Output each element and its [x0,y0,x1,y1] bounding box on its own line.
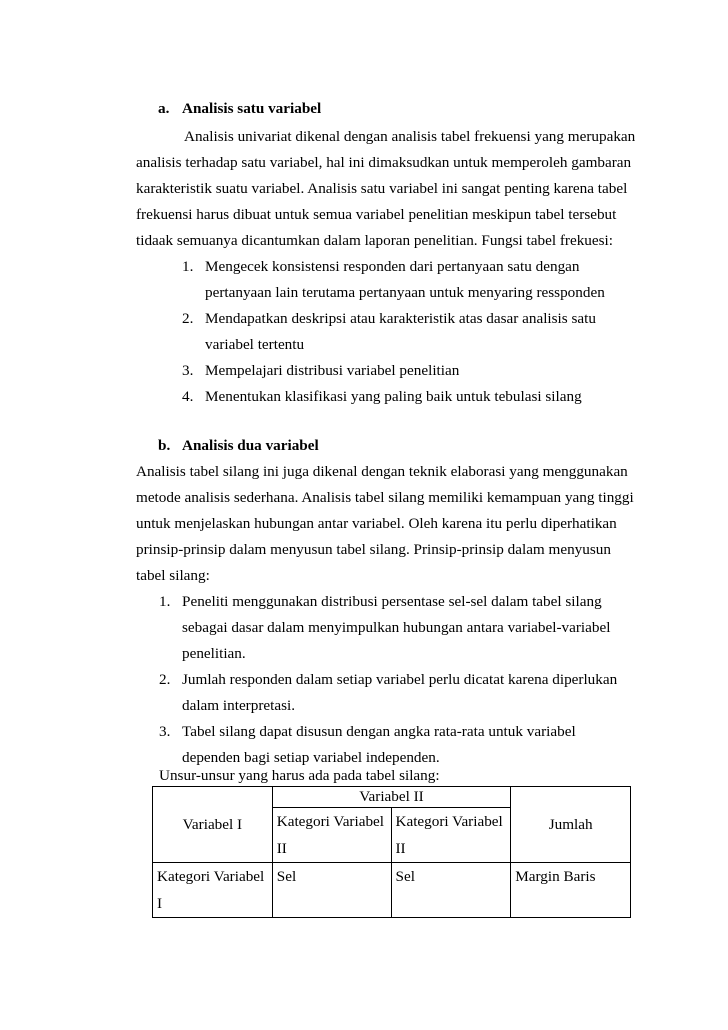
section-a-para-line: Analisis univariat dikenal dengan analisis tabel frekuensi yang merupakan [184,128,636,145]
section-b-para-line: metode analisis sederhana. Analisis tabel silang memiliki kemampuan yang tinggi [136,489,634,506]
section-b-letter: b. [158,437,171,454]
list-item-text: sebagai dasar dalam menyimpulkan hubungan antara variabel-variabel [182,619,611,636]
variabel-2-header: Variabel II [272,787,511,808]
cell-line: I [157,895,163,912]
list-item-text: Mempelajari distribusi variabel penelitian [205,362,460,379]
section-a-heading: Analisis satu variabel [182,100,322,117]
cell-line: II [395,840,406,857]
section-b-para-line: prinsip-prinsip dalam menyusun tabel silang. Prinsip-prinsip dalam menyusun [136,541,611,558]
kategori-variabel-2-cell [272,808,391,863]
list-item-text: penelitian. [182,645,246,662]
section-a-para-line: karakteristik suatu variabel. Analisis satu variabel ini sangat penting karena tabel [136,180,628,197]
variabel-1-header: Variabel I [153,787,273,863]
cell-line: Kategori Variabel [157,868,265,885]
list-item-number: 4. [182,388,194,405]
list-item-text: Mengecek konsistensi responden dari pertanyaan satu dengan [205,258,580,275]
list-item-number: 3. [182,362,194,379]
section-b-para-line: Analisis tabel silang ini juga dikenal dengan teknik elaborasi yang menggunakan [136,463,628,480]
sel-cell: Sel [272,863,391,918]
jumlah-header: Jumlah [511,787,631,863]
section-a-para-line: tidaak semuanya dicantumkan dalam laporan penelitian. Fungsi tabel frekuesi: [136,232,613,249]
cell-line: Kategori Variabel [395,813,503,830]
kategori-variabel-1-cell [153,863,273,918]
list-item-number: 2. [159,671,171,688]
section-b-heading: Analisis dua variabel [182,437,319,454]
list-item-text: Peneliti menggunakan distribusi persentase sel-sel dalam tabel silang [182,593,602,610]
section-b-para-line: tabel silang: [136,567,210,584]
list-item-number: 2. [182,310,194,327]
kategori-variabel-2-cell [391,808,511,863]
list-item-text: Jumlah responden dalam setiap variabel perlu dicatat karena diperlukan [182,671,618,688]
list-item-text: dependen bagi setiap variabel independen. [182,749,440,766]
list-item-text: Menentukan klasifikasi yang paling baik untuk tebulasi silang [205,388,582,405]
section-a-para-line: analisis terhadap satu variabel, hal ini dimaksudkan untuk memperoleh gambaran [136,154,632,171]
list-item-number: 1. [182,258,194,275]
cross-table [152,786,631,918]
list-item-text: Tabel silang dapat disusun dengan angka rata-rata untuk variabel [182,723,576,740]
list-item-text: Mendapatkan deskripsi atau karakteristik atas dasar analisis satu [205,310,596,327]
list-item-number: 3. [159,723,171,740]
section-a-letter: a. [158,100,170,117]
list-item-text: variabel tertentu [205,336,305,353]
section-b-para-line: untuk menjelaskan hubungan antar variabel. Oleh karena itu perlu diperhatikan [136,515,617,532]
unsur-line: Unsur-unsur yang harus ada pada tabel silang: [159,767,440,784]
cell-line: Kategori Variabel [276,813,385,830]
sel-cell: Sel [391,863,511,918]
section-a-para-line: frekuensi harus dibuat untuk semua variabel penelitian meskipun tabel tersebut [136,206,617,223]
table-header-row [153,787,631,808]
list-item-number: 1. [159,593,171,610]
margin-baris-cell: Margin Baris [511,863,631,918]
cell-line: II [276,840,287,857]
list-item-text: pertanyaan lain terutama pertanyaan untuk menyaring ressponden [205,284,605,301]
list-item-text: dalam interpretasi. [182,697,296,714]
table-row [153,863,631,918]
